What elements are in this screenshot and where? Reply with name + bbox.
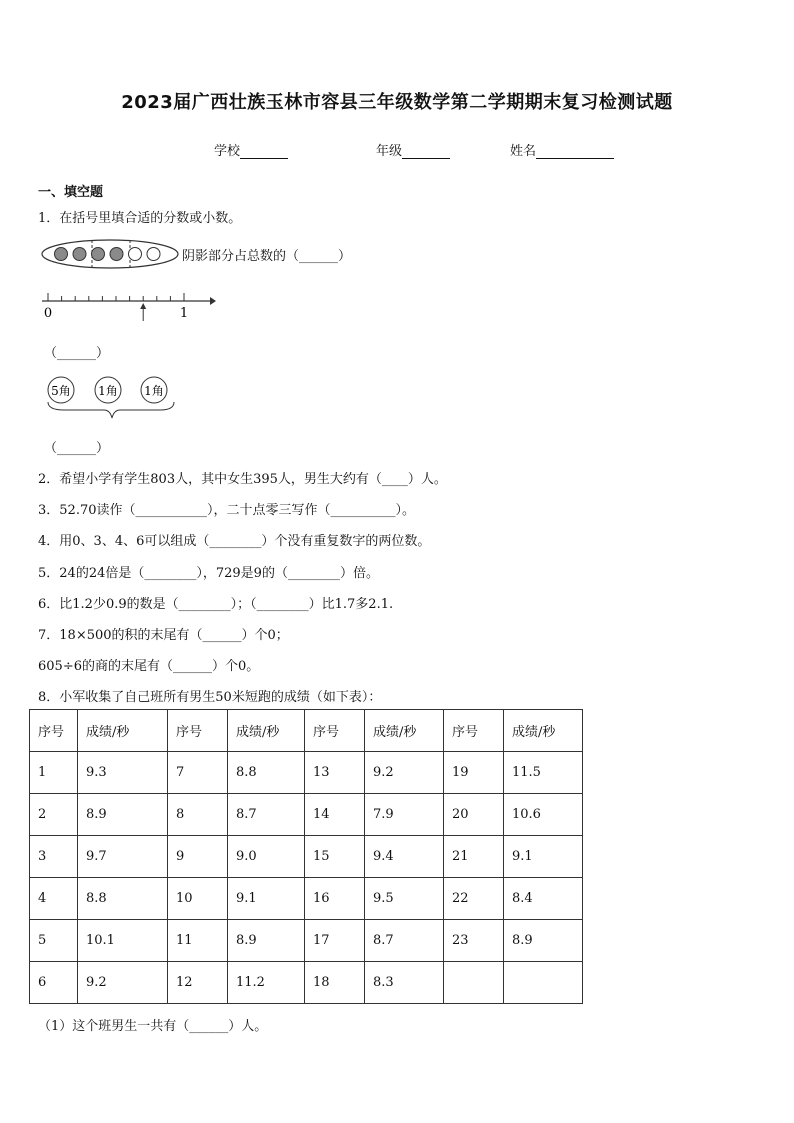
table-cell: 11.2: [228, 962, 305, 1004]
header-cell: 成绩/秒: [365, 710, 444, 752]
table-cell: 8.7: [228, 794, 305, 836]
question-3: 3．52.70读作（___________），二十点零三写作（__________）。: [38, 503, 415, 518]
coins-brace: [48, 402, 174, 418]
table-cell: 8.4: [504, 878, 583, 920]
question-6: 6．比1.2少0.9的数是（________）；（________）比1.7多2.1.: [38, 597, 394, 612]
header-cell: 成绩/秒: [78, 710, 168, 752]
school-label: 学校: [214, 144, 241, 159]
table-cell: 9.1: [228, 878, 305, 920]
number-line-figure: [38, 285, 218, 330]
table-cell: 11.5: [504, 752, 583, 794]
grade-blank[interactable]: [402, 144, 450, 159]
section-heading: 一、填空题: [38, 185, 104, 200]
page-title: 2023届广西壮族玉林市容县三年级数学第二学期期末复习检测试题: [121, 92, 673, 113]
table-cell: 8.8: [228, 752, 305, 794]
table-cell: 9.3: [78, 752, 168, 794]
pointer-arrow-head: [140, 303, 146, 309]
question-5: 5．24的24倍是（________），729是9的（________）倍。: [38, 566, 379, 581]
empty-circle: [129, 248, 142, 261]
table-cell: 9.7: [78, 836, 168, 878]
shaded-circle: [110, 248, 123, 261]
table-cell: 4: [30, 878, 78, 920]
table-cell: 7.9: [365, 794, 444, 836]
table-cell: 19: [444, 752, 504, 794]
question-7b: 605÷6的商的末尾有（______）个0。: [38, 659, 260, 674]
question-4: 4．用0、3、4、6可以组成（________）个没有重复数字的两位数。: [38, 534, 431, 549]
number-line-arrowhead: [210, 297, 216, 305]
table-header-row: [30, 710, 583, 752]
table-cell: 14: [305, 794, 365, 836]
table-cell: 12: [168, 962, 228, 1004]
table-cell: 8.9: [78, 794, 168, 836]
table-cell: 5: [30, 920, 78, 962]
name-label: 姓名: [510, 144, 537, 159]
shaded-circle: [73, 248, 86, 261]
question-7a: 7．18×500的积的末尾有（______）个0；: [38, 628, 289, 643]
table-cell: 10.6: [504, 794, 583, 836]
table-cell: 23: [444, 920, 504, 962]
table-cell: 8: [168, 794, 228, 836]
school-blank[interactable]: [240, 144, 288, 159]
name-field[interactable]: [510, 140, 614, 159]
table-cell: 21: [444, 836, 504, 878]
header-cell: 成绩/秒: [228, 710, 305, 752]
table-cell: 8.7: [365, 920, 444, 962]
shaded-circle: [55, 248, 68, 261]
table-row: [30, 920, 583, 962]
table-cell: 22: [444, 878, 504, 920]
grade-label: 年级: [376, 144, 403, 159]
empty-circle: [147, 248, 160, 261]
header-cell: 序号: [168, 710, 228, 752]
table-cell: 11: [168, 920, 228, 962]
table-cell: 8.9: [504, 920, 583, 962]
table-cell: 9.2: [365, 752, 444, 794]
table-cell: 10.1: [78, 920, 168, 962]
header-cell: 成绩/秒: [504, 710, 583, 752]
table-cell: 7: [168, 752, 228, 794]
table-cell: 8.8: [78, 878, 168, 920]
table-cell: 9.0: [228, 836, 305, 878]
question-2: 2．希望小学有学生803人，其中女生395人，男生大约有（____）人。: [38, 472, 447, 487]
header-cell: 序号: [30, 710, 78, 752]
table-cell: 9.4: [365, 836, 444, 878]
table-cell: 9.5: [365, 878, 444, 920]
name-blank[interactable]: [536, 144, 614, 159]
school-field[interactable]: [214, 140, 288, 159]
table-cell: 1: [30, 752, 78, 794]
number-line-start-label: 0: [43, 306, 53, 321]
number-line-end-label: 1: [179, 306, 189, 321]
table-cell: [504, 962, 583, 1004]
question-8: 8．小军收集了自己班所有男生50米短跑的成绩（如下表）：: [38, 690, 382, 705]
table-cell: 9.1: [504, 836, 583, 878]
question-1: 1．在括号里填合适的分数或小数。: [38, 211, 242, 226]
table-cell: 13: [305, 752, 365, 794]
grade-field[interactable]: [376, 140, 450, 159]
table-row: [30, 878, 583, 920]
table-cell: 20: [444, 794, 504, 836]
table-cell: [444, 962, 504, 1004]
table-cell: 16: [305, 878, 365, 920]
header-cell: 序号: [305, 710, 365, 752]
table-cell: 9.2: [78, 962, 168, 1004]
table-cell: 2: [30, 794, 78, 836]
table-cell: 17: [305, 920, 365, 962]
table-row: [30, 752, 583, 794]
blank-a[interactable]: （______）: [44, 346, 110, 361]
shaded-circle: [92, 248, 105, 261]
header-cell: 序号: [444, 710, 504, 752]
question-8-1: （1）这个班男生一共有（______）人。: [38, 1019, 268, 1034]
coin-label: 1角: [144, 384, 164, 398]
coins-figure: [44, 374, 179, 422]
table-row: [30, 794, 583, 836]
table-cell: 8.9: [228, 920, 305, 962]
coin-label: 5角: [51, 384, 71, 398]
table-cell: 9: [168, 836, 228, 878]
coin-label: 1角: [98, 384, 118, 398]
table-cell: 18: [305, 962, 365, 1004]
scores-table: [29, 709, 583, 1004]
shade-question: 阴影部分占总数的（______）: [182, 249, 352, 264]
table-cell: 15: [305, 836, 365, 878]
blank-b[interactable]: （______）: [44, 441, 110, 456]
table-row: [30, 962, 583, 1004]
table-cell: 3: [30, 836, 78, 878]
circles-oval-figure: [40, 238, 180, 270]
table-cell: 10: [168, 878, 228, 920]
table-cell: 8.3: [365, 962, 444, 1004]
table-row: [30, 836, 583, 878]
table-cell: 6: [30, 962, 78, 1004]
